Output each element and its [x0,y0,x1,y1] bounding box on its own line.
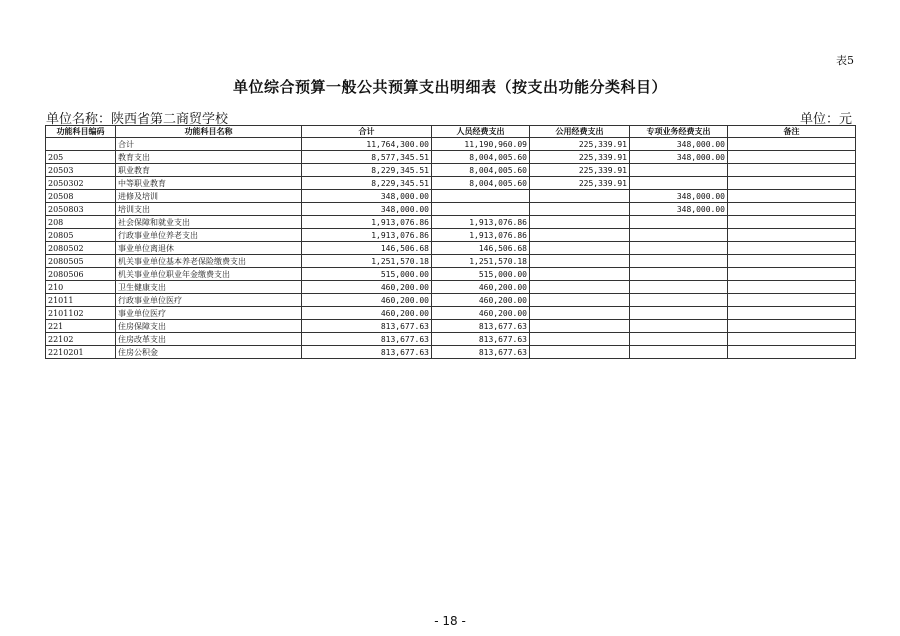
cell-name: 机关事业单位基本养老保险缴费支出 [116,255,302,268]
column-header-note: 备注 [728,126,856,138]
table-row [46,216,856,229]
cell-special [630,177,728,190]
cell-total: 8,229,345.51 [302,164,432,177]
cell-special [630,281,728,294]
cell-code: 205 [46,151,116,164]
cell-code: 2101102 [46,307,116,320]
cell-note [728,164,856,177]
cell-note [728,333,856,346]
cell-note [728,177,856,190]
cell-code: 2080506 [46,268,116,281]
cell-code: 221 [46,320,116,333]
table-row [46,229,856,242]
cell-note [728,216,856,229]
table-row [46,138,856,151]
cell-special [630,229,728,242]
cell-name: 卫生健康支出 [116,281,302,294]
table-row [46,177,856,190]
table-row [46,203,856,216]
column-header-public: 公用经费支出 [530,126,630,138]
cell-public [530,255,630,268]
cell-public [530,229,630,242]
cell-name: 培训支出 [116,203,302,216]
cell-public: 225,339.91 [530,138,630,151]
cell-name: 教育支出 [116,151,302,164]
cell-public [530,203,630,216]
cell-note [728,294,856,307]
cell-name: 行政事业单位养老支出 [116,229,302,242]
cell-special [630,307,728,320]
cell-name: 行政事业单位医疗 [116,294,302,307]
cell-public [530,281,630,294]
cell-code: 20503 [46,164,116,177]
cell-code: 20508 [46,190,116,203]
cell-code: 210 [46,281,116,294]
cell-special [630,216,728,229]
cell-note [728,268,856,281]
cell-code: 20805 [46,229,116,242]
column-header-total: 合计 [302,126,432,138]
unit-name-label: 单位名称：陕西省第二商贸学校 [46,112,229,127]
cell-name: 社会保障和就业支出 [116,216,302,229]
cell-note [728,229,856,242]
cell-personnel: 8,004,005.60 [432,164,530,177]
table-row [46,190,856,203]
table-row [46,320,856,333]
cell-personnel: 11,190,960.09 [432,138,530,151]
cell-note [728,320,856,333]
cell-code: 2050302 [46,177,116,190]
cell-total: 11,764,300.00 [302,138,432,151]
table-row [46,333,856,346]
cell-note [728,151,856,164]
table-row [46,294,856,307]
cell-public [530,242,630,255]
cell-name: 事业单位离退休 [116,242,302,255]
cell-special [630,255,728,268]
cell-total: 348,000.00 [302,190,432,203]
currency-unit-label: 单位：元 [799,112,852,127]
cell-personnel: 460,200.00 [432,307,530,320]
cell-special [630,333,728,346]
column-header-special: 专项业务经费支出 [630,126,728,138]
cell-note [728,255,856,268]
cell-total: 348,000.00 [302,203,432,216]
cell-code: 2080505 [46,255,116,268]
cell-public [530,216,630,229]
table-row [46,281,856,294]
cell-code: 22102 [46,333,116,346]
cell-code: 208 [46,216,116,229]
cell-note [728,138,856,151]
cell-name: 住房公积金 [116,346,302,359]
cell-personnel: 813,677.63 [432,346,530,359]
cell-personnel: 1,251,570.18 [432,255,530,268]
cell-name: 事业单位医疗 [116,307,302,320]
cell-total: 460,200.00 [302,281,432,294]
cell-personnel: 146,506.68 [432,242,530,255]
cell-code: 21011 [46,294,116,307]
table-header-row [46,126,856,138]
table-number: 表5 [836,54,854,67]
cell-special [630,164,728,177]
table-row [46,164,856,177]
table-row [46,268,856,281]
cell-note [728,203,856,216]
cell-special: 348,000.00 [630,138,728,151]
table-row [46,242,856,255]
cell-public: 225,339.91 [530,151,630,164]
cell-special: 348,000.00 [630,190,728,203]
cell-total: 8,577,345.51 [302,151,432,164]
cell-personnel [432,190,530,203]
cell-public [530,333,630,346]
cell-name: 机关事业单位职业年金缴费支出 [116,268,302,281]
table-row [46,151,856,164]
cell-note [728,190,856,203]
cell-total: 8,229,345.51 [302,177,432,190]
table-row [46,346,856,359]
cell-personnel: 460,200.00 [432,281,530,294]
cell-personnel: 813,677.63 [432,320,530,333]
cell-public: 225,339.91 [530,164,630,177]
cell-public [530,190,630,203]
cell-personnel [432,203,530,216]
column-header-name: 功能科目名称 [116,126,302,138]
cell-personnel: 515,000.00 [432,268,530,281]
cell-note [728,346,856,359]
cell-personnel: 813,677.63 [432,333,530,346]
table-row [46,255,856,268]
cell-total: 1,913,076.86 [302,229,432,242]
cell-name: 职业教育 [116,164,302,177]
cell-total: 146,506.68 [302,242,432,255]
cell-total: 460,200.00 [302,307,432,320]
cell-special: 348,000.00 [630,203,728,216]
cell-personnel: 1,913,076.86 [432,216,530,229]
cell-name: 住房改革支出 [116,333,302,346]
cell-total: 1,251,570.18 [302,255,432,268]
cell-public [530,320,630,333]
cell-public: 225,339.91 [530,177,630,190]
page-number: - 18 - [434,614,466,628]
cell-total: 813,677.63 [302,333,432,346]
cell-total: 813,677.63 [302,320,432,333]
cell-special [630,346,728,359]
cell-total: 460,200.00 [302,294,432,307]
cell-note [728,307,856,320]
cell-name: 住房保障支出 [116,320,302,333]
cell-public [530,307,630,320]
cell-public [530,294,630,307]
cell-personnel: 8,004,005.60 [432,177,530,190]
cell-name: 中等职业教育 [116,177,302,190]
cell-total: 813,677.63 [302,346,432,359]
column-header-personnel: 人员经费支出 [432,126,530,138]
document-title: 单位综合预算一般公共预算支出明细表（按支出功能分类科目） [232,78,667,96]
cell-special [630,268,728,281]
cell-personnel: 1,913,076.86 [432,229,530,242]
cell-total: 515,000.00 [302,268,432,281]
cell-code: 2210201 [46,346,116,359]
cell-name: 进修及培训 [116,190,302,203]
cell-public [530,268,630,281]
cell-note [728,242,856,255]
cell-special [630,320,728,333]
cell-public [530,346,630,359]
budget-expenditure-table [45,125,856,359]
cell-special: 348,000.00 [630,151,728,164]
cell-code [46,138,116,151]
column-header-code: 功能科目编码 [46,126,116,138]
cell-total: 1,913,076.86 [302,216,432,229]
cell-name: 合计 [116,138,302,151]
cell-code: 2080502 [46,242,116,255]
cell-personnel: 460,200.00 [432,294,530,307]
cell-special [630,242,728,255]
cell-note [728,281,856,294]
cell-code: 2050803 [46,203,116,216]
cell-personnel: 8,004,005.60 [432,151,530,164]
cell-special [630,294,728,307]
table-row [46,307,856,320]
